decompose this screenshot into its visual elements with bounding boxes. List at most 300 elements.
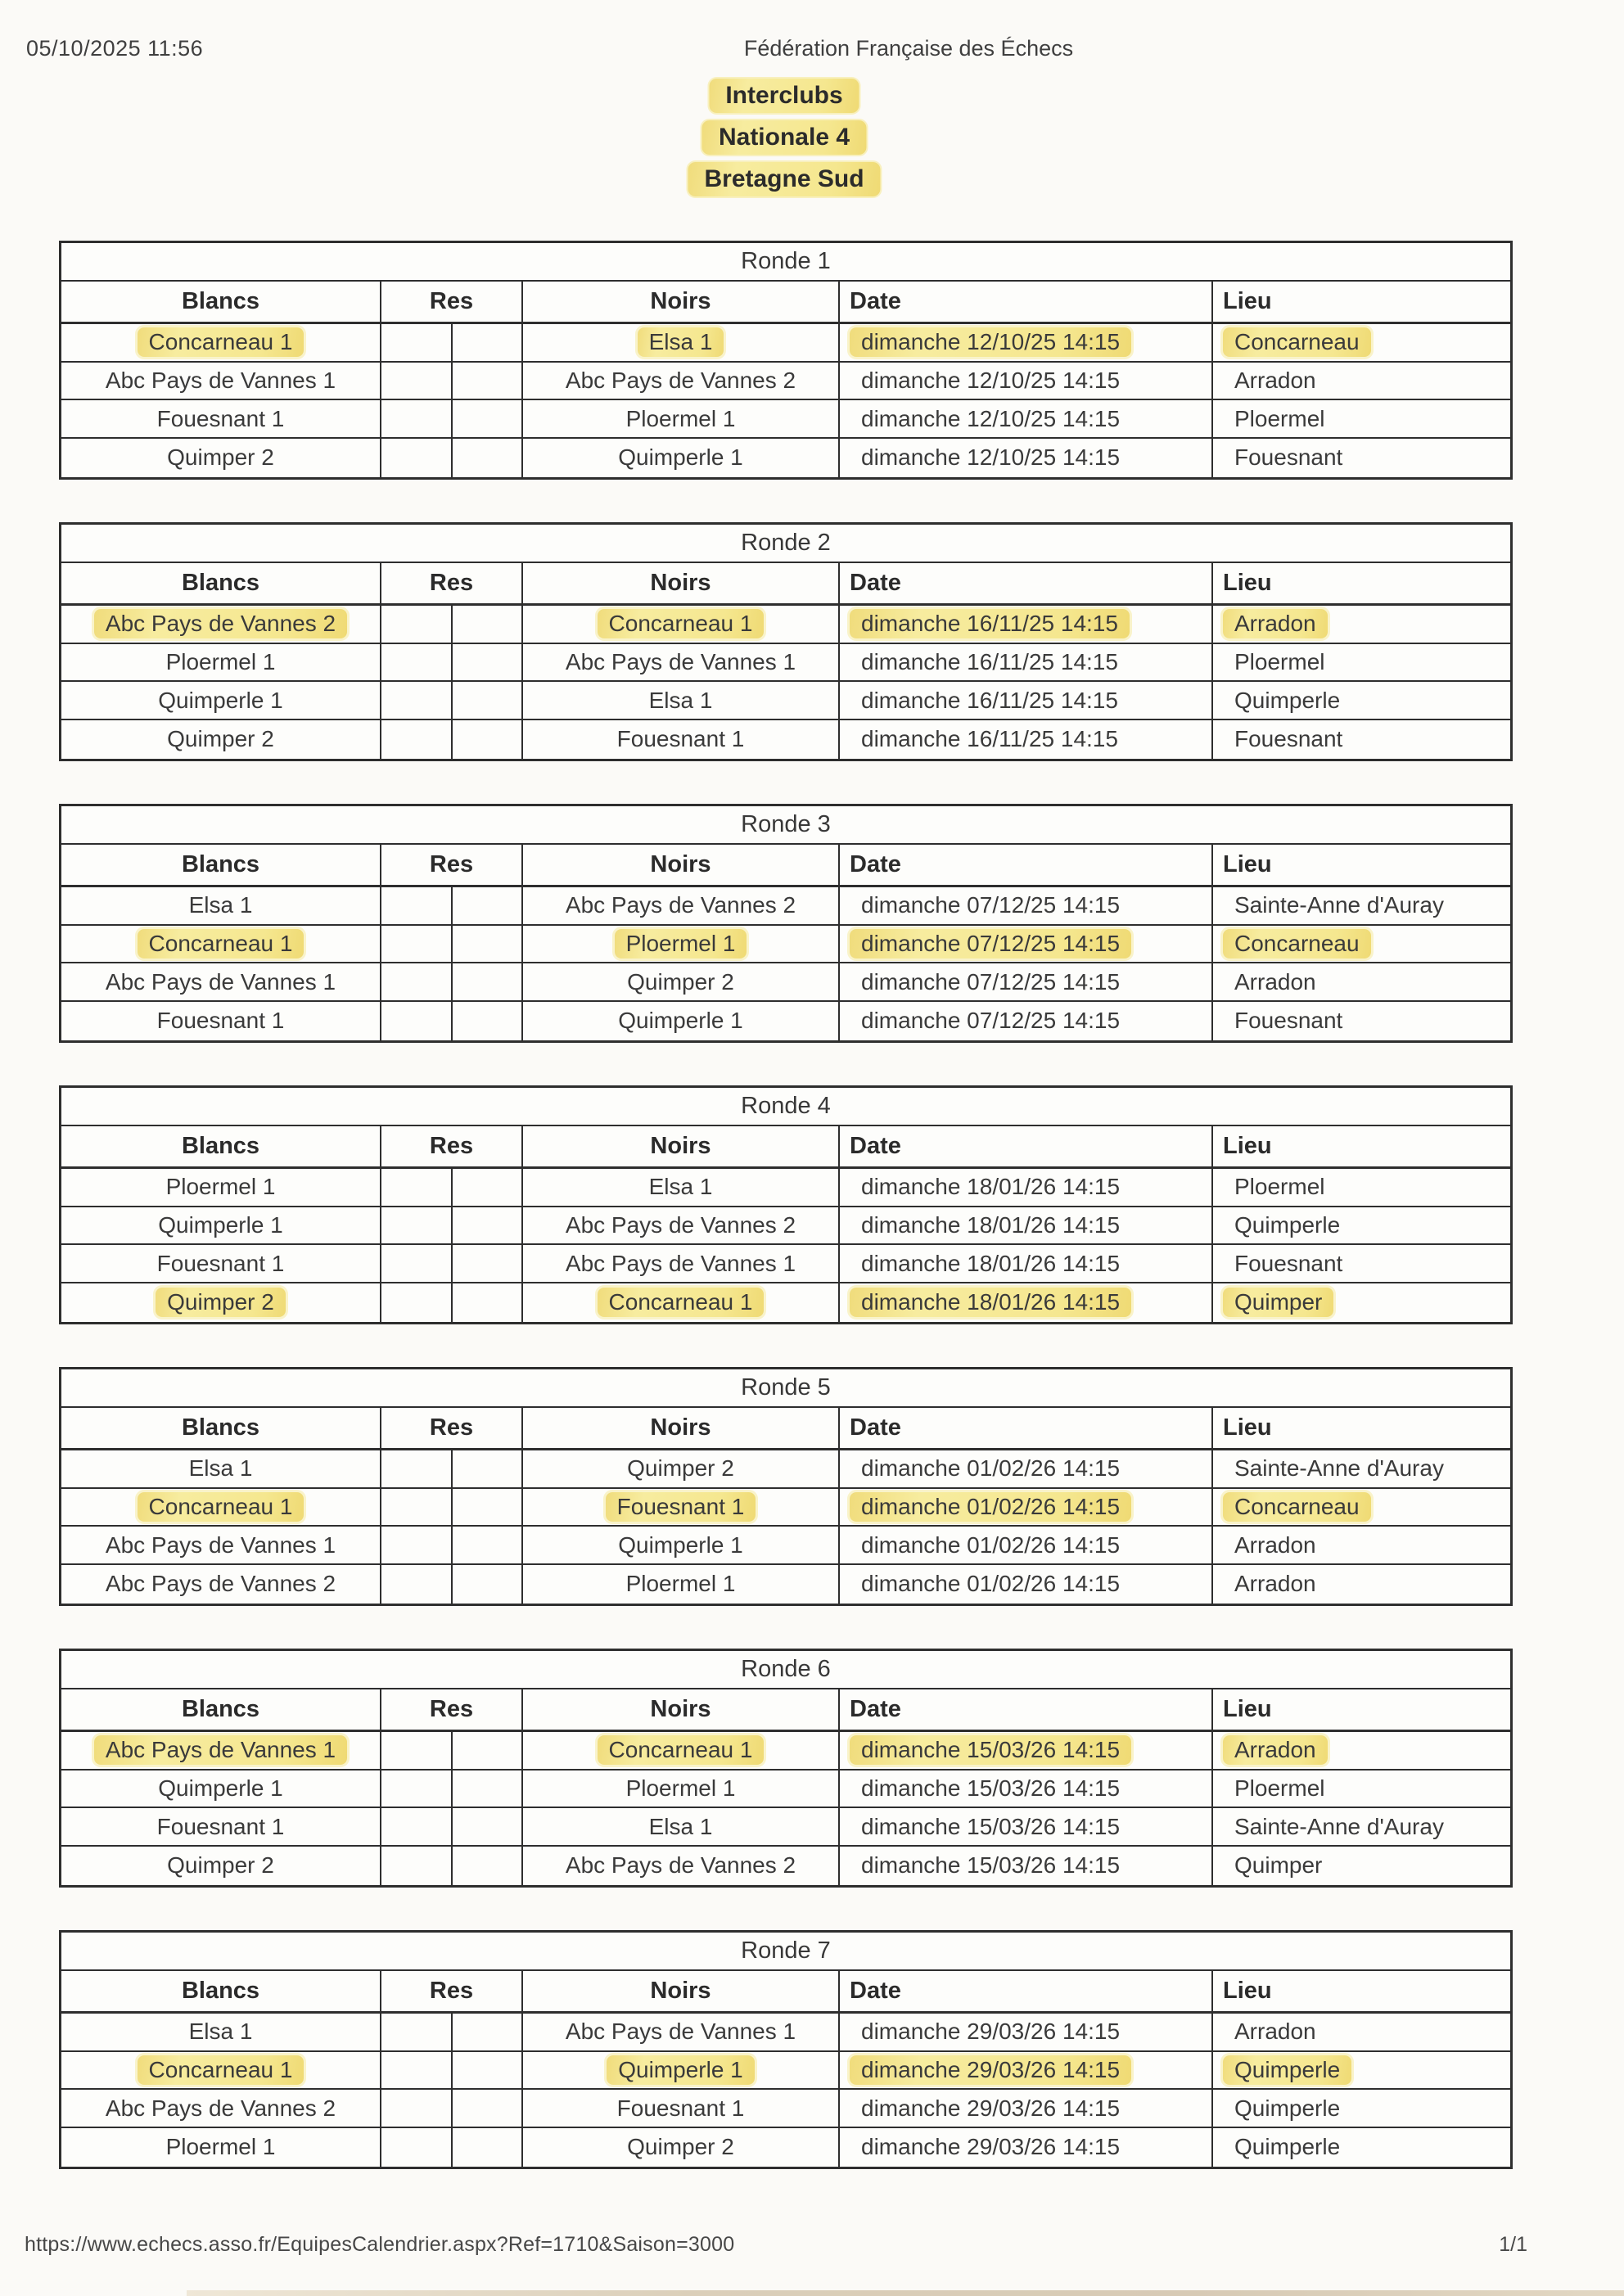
- cell-noirs: [523, 1732, 840, 1769]
- match-row: [61, 1450, 1510, 1489]
- cell-res-black: [453, 720, 523, 759]
- cell-res-black: [453, 1527, 523, 1563]
- cell-lieu: [1213, 439, 1515, 477]
- match-date: dimanche 01/02/26 14:15: [850, 1492, 1131, 1522]
- col-header-blancs: Blancs: [61, 845, 381, 885]
- blancs-team: Abc Pays de Vannes 2: [105, 1571, 336, 1597]
- cell-lieu: [1213, 963, 1515, 1000]
- round-title: Ronde 5: [741, 1374, 831, 1401]
- match-lieu: Concarneau: [1223, 327, 1371, 357]
- col-header-lieu: Lieu: [1223, 570, 1272, 596]
- noirs-team: Ploermel 1: [625, 405, 736, 431]
- blancs-team: Concarneau 1: [138, 2055, 304, 2085]
- noirs-team: Elsa 1: [648, 687, 713, 713]
- cell-res-white: [381, 324, 453, 361]
- cell-noirs: [523, 2014, 840, 2050]
- cell-blancs: [61, 2052, 381, 2089]
- cell-res-white: [381, 1450, 453, 1487]
- match-row: [61, 644, 1510, 683]
- cell-res-white: [381, 1207, 453, 1244]
- cell-date: [840, 1245, 1213, 1282]
- blancs-team: Fouesnant 1: [156, 405, 285, 431]
- cell-blancs: [61, 324, 381, 361]
- match-date: dimanche 15/03/26 14:15: [861, 1775, 1121, 1802]
- blancs-team: Concarneau 1: [138, 327, 304, 357]
- noirs-team: Abc Pays de Vannes 2: [565, 1852, 796, 1879]
- match-row: [61, 606, 1510, 644]
- cell-res-black: [453, 606, 523, 643]
- cell-res-white: [381, 2128, 453, 2167]
- match-date: dimanche 01/02/26 14:15: [861, 1531, 1121, 1558]
- cell-blancs: [61, 1808, 381, 1845]
- cell-res-black: [453, 682, 523, 719]
- blancs-team: Concarneau 1: [138, 929, 304, 959]
- blancs-team: Quimperle 1: [158, 1212, 283, 1238]
- cell-res-black: [453, 2128, 523, 2167]
- round-title: Ronde 1: [741, 248, 831, 274]
- cell-lieu: [1213, 1002, 1515, 1040]
- blancs-team: Ploermel 1: [165, 649, 276, 675]
- col-header-lieu: Lieu: [1223, 851, 1272, 877]
- cell-res-white: [381, 400, 453, 437]
- cell-lieu: [1213, 400, 1515, 437]
- cell-res-black: [453, 1847, 523, 1885]
- match-row: [61, 2128, 1510, 2167]
- column-header-row: [61, 1971, 1510, 2014]
- cell-res-black: [453, 2014, 523, 2050]
- cell-blancs: [61, 2014, 381, 2050]
- noirs-team: Abc Pays de Vannes 2: [565, 368, 796, 394]
- column-header-row: [61, 1408, 1510, 1450]
- col-header-date: Date: [840, 1689, 1213, 1730]
- cell-res-black: [453, 963, 523, 1000]
- cell-res-black: [453, 1450, 523, 1487]
- cell-date: [840, 439, 1213, 477]
- match-lieu: Arradon: [1223, 609, 1328, 638]
- cell-noirs: [523, 887, 840, 924]
- round-rows: [61, 2014, 1510, 2167]
- cell-blancs: [61, 606, 381, 643]
- cell-blancs: [61, 400, 381, 437]
- col-header-res: Res: [381, 1971, 523, 2011]
- cell-blancs: [61, 1002, 381, 1040]
- cell-blancs: [61, 682, 381, 719]
- match-row: [61, 720, 1510, 759]
- match-row: [61, 1770, 1510, 1809]
- round-rows: [61, 1732, 1510, 1885]
- match-date: dimanche 29/03/26 14:15: [850, 2055, 1131, 2085]
- cell-res-white: [381, 1002, 453, 1040]
- match-row: [61, 1207, 1510, 1246]
- column-header-row: [61, 563, 1510, 606]
- cell-lieu: [1213, 644, 1515, 681]
- cell-blancs: [61, 363, 381, 399]
- col-header-lieu: Lieu: [1223, 1414, 1272, 1441]
- noirs-team: Quimperle 1: [607, 2055, 755, 2085]
- match-lieu: Quimperle: [1234, 2134, 1341, 2160]
- cell-res-white: [381, 439, 453, 477]
- competition-title-region: Bretagne Sud: [688, 162, 880, 196]
- blancs-team: Abc Pays de Vannes 1: [105, 1531, 336, 1558]
- round-table: [59, 1367, 1513, 1606]
- match-row: [61, 1847, 1510, 1885]
- match-lieu: Quimperle: [1234, 2095, 1341, 2121]
- match-date: dimanche 29/03/26 14:15: [861, 2134, 1121, 2160]
- print-timestamp: 05/10/2025 11:56: [26, 36, 204, 61]
- noirs-team: Quimper 2: [627, 968, 734, 995]
- cell-date: [840, 644, 1213, 681]
- cell-res-black: [453, 1245, 523, 1282]
- match-lieu: Quimperle: [1234, 687, 1341, 713]
- scan-edge-artifact: [187, 2290, 1624, 2296]
- match-lieu: Arradon: [1234, 2019, 1316, 2045]
- col-header-noirs: Noirs: [523, 1971, 840, 2011]
- cell-noirs: [523, 1002, 840, 1040]
- cell-res-white: [381, 2090, 453, 2127]
- col-header-date: Date: [840, 1971, 1213, 2011]
- col-header-res: Res: [381, 845, 523, 885]
- cell-noirs: [523, 2128, 840, 2167]
- cell-lieu: [1213, 363, 1515, 399]
- cell-blancs: [61, 1489, 381, 1526]
- cell-date: [840, 682, 1213, 719]
- cell-noirs: [523, 1847, 840, 1885]
- match-row: [61, 363, 1510, 401]
- match-row: [61, 1565, 1510, 1604]
- cell-date: [840, 1770, 1213, 1807]
- cell-date: [840, 606, 1213, 643]
- round-table: [59, 522, 1513, 761]
- noirs-team: Abc Pays de Vannes 2: [565, 1212, 796, 1238]
- noirs-team: Quimperle 1: [618, 444, 743, 471]
- round-title: Ronde 3: [741, 811, 831, 837]
- blancs-team: Abc Pays de Vannes 1: [94, 1735, 347, 1765]
- blancs-team: Ploermel 1: [165, 1174, 276, 1200]
- round-rows: [61, 1169, 1510, 1322]
- cell-blancs: [61, 1245, 381, 1282]
- cell-lieu: [1213, 324, 1515, 361]
- cell-date: [840, 887, 1213, 924]
- round-title: Ronde 6: [741, 1656, 831, 1682]
- blancs-team: Quimper 2: [167, 1852, 274, 1879]
- col-header-noirs: Noirs: [523, 282, 840, 322]
- cell-res-white: [381, 644, 453, 681]
- blancs-team: Quimper 2: [167, 444, 274, 471]
- cell-blancs: [61, 1450, 381, 1487]
- round-table: [59, 1085, 1513, 1324]
- noirs-team: Ploermel 1: [615, 929, 747, 959]
- blancs-team: Quimper 2: [156, 1288, 286, 1317]
- match-date: dimanche 16/11/25 14:15: [861, 649, 1118, 675]
- cell-res-black: [453, 1565, 523, 1604]
- blancs-team: Abc Pays de Vannes 2: [94, 609, 347, 638]
- cell-res-black: [453, 1207, 523, 1244]
- cell-blancs: [61, 1770, 381, 1807]
- cell-lieu: [1213, 2052, 1515, 2089]
- match-date: dimanche 15/03/26 14:15: [861, 1852, 1121, 1879]
- cell-lieu: [1213, 606, 1515, 643]
- col-header-res: Res: [381, 1689, 523, 1730]
- cell-res-white: [381, 606, 453, 643]
- blancs-team: Ploermel 1: [165, 2134, 276, 2160]
- match-lieu: Quimper: [1223, 1288, 1333, 1317]
- cell-noirs: [523, 644, 840, 681]
- noirs-team: Concarneau 1: [598, 609, 765, 638]
- column-header-row: [61, 1689, 1510, 1732]
- cell-date: [840, 1169, 1213, 1206]
- col-header-date: Date: [840, 1408, 1213, 1448]
- cell-lieu: [1213, 2090, 1515, 2127]
- match-row: [61, 963, 1510, 1002]
- cell-res-white: [381, 2052, 453, 2089]
- cell-res-black: [453, 1489, 523, 1526]
- cell-blancs: [61, 1283, 381, 1322]
- competition-title-interclubs: Interclubs: [709, 79, 859, 113]
- col-header-lieu: Lieu: [1223, 1133, 1272, 1159]
- cell-res-black: [453, 887, 523, 924]
- match-date: dimanche 16/11/25 14:15: [861, 687, 1118, 713]
- match-date: dimanche 29/03/26 14:15: [861, 2019, 1121, 2045]
- cell-blancs: [61, 963, 381, 1000]
- match-date: dimanche 18/01/26 14:15: [861, 1212, 1121, 1238]
- cell-noirs: [523, 439, 840, 477]
- noirs-team: Quimperle 1: [618, 1008, 743, 1034]
- cell-noirs: [523, 2052, 840, 2089]
- cell-noirs: [523, 1207, 840, 1244]
- blancs-team: Abc Pays de Vannes 1: [105, 368, 336, 394]
- organization-title: Fédération Française des Échecs: [743, 36, 1074, 61]
- match-lieu: Arradon: [1234, 368, 1316, 394]
- cell-lieu: [1213, 2014, 1515, 2050]
- col-header-blancs: Blancs: [61, 1408, 381, 1448]
- cell-lieu: [1213, 1808, 1515, 1845]
- cell-res-white: [381, 1565, 453, 1604]
- match-lieu: Ploermel: [1234, 1775, 1325, 1802]
- cell-res-black: [453, 1002, 523, 1040]
- cell-lieu: [1213, 926, 1515, 963]
- cell-lieu: [1213, 1847, 1515, 1885]
- cell-blancs: [61, 1207, 381, 1244]
- cell-noirs: [523, 720, 840, 759]
- match-lieu: Quimper: [1234, 1852, 1323, 1879]
- cell-res-black: [453, 1732, 523, 1769]
- noirs-team: Elsa 1: [648, 1813, 713, 1839]
- cell-noirs: [523, 324, 840, 361]
- cell-res-white: [381, 1245, 453, 1282]
- match-lieu: Concarneau: [1223, 929, 1371, 959]
- cell-date: [840, 1847, 1213, 1885]
- match-date: dimanche 01/02/26 14:15: [861, 1571, 1121, 1597]
- cell-lieu: [1213, 1527, 1515, 1563]
- cell-lieu: [1213, 1450, 1515, 1487]
- match-date: dimanche 18/01/26 14:15: [861, 1174, 1121, 1200]
- match-date: dimanche 07/12/25 14:15: [861, 1008, 1121, 1034]
- col-header-noirs: Noirs: [523, 1408, 840, 1448]
- cell-res-white: [381, 1283, 453, 1322]
- col-header-res: Res: [381, 1408, 523, 1448]
- round-title-row: [61, 806, 1510, 845]
- cell-blancs: [61, 926, 381, 963]
- cell-date: [840, 1283, 1213, 1322]
- cell-noirs: [523, 1565, 840, 1604]
- round-title: Ronde 7: [741, 1937, 831, 1964]
- noirs-team: Ploermel 1: [625, 1571, 736, 1597]
- match-date: dimanche 07/12/25 14:15: [861, 892, 1121, 918]
- match-row: [61, 682, 1510, 720]
- round-rows: [61, 1450, 1510, 1604]
- round-rows: [61, 606, 1510, 759]
- cell-lieu: [1213, 1169, 1515, 1206]
- match-date: dimanche 18/01/26 14:15: [850, 1288, 1131, 1317]
- cell-date: [840, 1565, 1213, 1604]
- round-title: Ronde 4: [741, 1093, 831, 1119]
- cell-res-white: [381, 363, 453, 399]
- match-row: [61, 324, 1510, 363]
- col-header-noirs: Noirs: [523, 845, 840, 885]
- match-date: dimanche 12/10/25 14:15: [861, 444, 1121, 471]
- cell-date: [840, 1002, 1213, 1040]
- match-row: [61, 2052, 1510, 2091]
- cell-lieu: [1213, 1207, 1515, 1244]
- cell-res-white: [381, 682, 453, 719]
- col-header-blancs: Blancs: [61, 282, 381, 322]
- col-header-res: Res: [381, 1126, 523, 1166]
- cell-res-black: [453, 400, 523, 437]
- match-row: [61, 2014, 1510, 2052]
- cell-date: [840, 2128, 1213, 2167]
- competition-titles: [688, 79, 880, 196]
- match-row: [61, 1283, 1510, 1322]
- match-lieu: Sainte-Anne d'Auray: [1234, 892, 1444, 918]
- noirs-team: Abc Pays de Vannes 1: [565, 1250, 796, 1276]
- cell-blancs: [61, 1169, 381, 1206]
- cell-date: [840, 720, 1213, 759]
- cell-noirs: [523, 1450, 840, 1487]
- match-lieu: Fouesnant: [1234, 444, 1343, 471]
- match-row: [61, 1002, 1510, 1040]
- cell-blancs: [61, 1732, 381, 1769]
- match-row: [61, 439, 1510, 477]
- noirs-team: Elsa 1: [648, 1174, 713, 1200]
- match-row: [61, 1489, 1510, 1527]
- cell-date: [840, 363, 1213, 399]
- blancs-team: Fouesnant 1: [156, 1008, 285, 1034]
- cell-res-white: [381, 1808, 453, 1845]
- match-row: [61, 400, 1510, 439]
- noirs-team: Quimperle 1: [618, 1531, 743, 1558]
- match-date: dimanche 15/03/26 14:15: [861, 1813, 1121, 1839]
- cell-noirs: [523, 1808, 840, 1845]
- cell-res-black: [453, 1770, 523, 1807]
- cell-noirs: [523, 926, 840, 963]
- cell-res-black: [453, 363, 523, 399]
- source-url-text: https://www.echecs.asso.fr/EquipesCalendrier.aspx?Ref=1710&Saison=3000: [25, 2233, 735, 2256]
- cell-lieu: [1213, 2128, 1515, 2167]
- match-lieu: Quimperle: [1223, 2055, 1351, 2085]
- cell-res-white: [381, 2014, 453, 2050]
- match-date: dimanche 12/10/25 14:15: [861, 405, 1121, 431]
- col-header-date: Date: [840, 1126, 1213, 1166]
- match-row: [61, 887, 1510, 926]
- cell-res-white: [381, 1527, 453, 1563]
- match-lieu: Ploermel: [1234, 405, 1325, 431]
- blancs-team: Fouesnant 1: [156, 1813, 285, 1839]
- cell-res-black: [453, 439, 523, 477]
- column-header-row: [61, 1126, 1510, 1169]
- match-row: [61, 1732, 1510, 1770]
- cell-res-black: [453, 2052, 523, 2089]
- cell-res-white: [381, 1770, 453, 1807]
- cell-res-white: [381, 1732, 453, 1769]
- cell-noirs: [523, 1527, 840, 1563]
- col-header-lieu: Lieu: [1223, 1696, 1272, 1722]
- match-lieu: Sainte-Anne d'Auray: [1234, 1813, 1444, 1839]
- blancs-team: Abc Pays de Vannes 1: [105, 968, 336, 995]
- cell-lieu: [1213, 887, 1515, 924]
- match-lieu: Quimperle: [1234, 1212, 1341, 1238]
- cell-res-white: [381, 926, 453, 963]
- cell-res-black: [453, 1808, 523, 1845]
- match-date: dimanche 16/11/25 14:15: [861, 726, 1118, 752]
- cell-res-white: [381, 1489, 453, 1526]
- cell-blancs: [61, 887, 381, 924]
- blancs-team: Quimper 2: [167, 726, 274, 752]
- round-table: [59, 241, 1513, 480]
- blancs-team: Elsa 1: [188, 892, 253, 918]
- cell-blancs: [61, 1565, 381, 1604]
- cell-noirs: [523, 1245, 840, 1282]
- cell-lieu: [1213, 1770, 1515, 1807]
- match-row: [61, 1808, 1510, 1847]
- cell-lieu: [1213, 1489, 1515, 1526]
- cell-lieu: [1213, 1283, 1515, 1322]
- round-title-row: [61, 1369, 1510, 1408]
- match-lieu: Sainte-Anne d'Auray: [1234, 1455, 1444, 1482]
- match-date: dimanche 12/10/25 14:15: [861, 368, 1121, 394]
- cell-res-black: [453, 2090, 523, 2127]
- cell-res-black: [453, 926, 523, 963]
- cell-blancs: [61, 439, 381, 477]
- match-lieu: Arradon: [1234, 1571, 1316, 1597]
- round-title-row: [61, 1933, 1510, 1971]
- cell-lieu: [1213, 1245, 1515, 1282]
- noirs-team: Quimper 2: [627, 1455, 734, 1482]
- round-rows: [61, 887, 1510, 1040]
- match-lieu: Concarneau: [1223, 1492, 1371, 1522]
- match-date: dimanche 07/12/25 14:15: [861, 968, 1121, 995]
- blancs-team: Abc Pays de Vannes 2: [105, 2095, 336, 2121]
- round-rows: [61, 324, 1510, 477]
- noirs-team: Fouesnant 1: [616, 726, 745, 752]
- blancs-team: Elsa 1: [188, 2019, 253, 2045]
- match-lieu: Arradon: [1234, 968, 1316, 995]
- col-header-blancs: Blancs: [61, 563, 381, 603]
- round-table: [59, 1930, 1513, 2169]
- cell-date: [840, 1732, 1213, 1769]
- match-row: [61, 1245, 1510, 1283]
- match-row: [61, 1169, 1510, 1207]
- col-header-lieu: Lieu: [1223, 288, 1272, 314]
- blancs-team: Fouesnant 1: [156, 1250, 285, 1276]
- cell-noirs: [523, 2090, 840, 2127]
- col-header-lieu: Lieu: [1223, 1978, 1272, 2004]
- cell-blancs: [61, 2128, 381, 2167]
- round-table: [59, 804, 1513, 1043]
- col-header-blancs: Blancs: [61, 1126, 381, 1166]
- col-header-blancs: Blancs: [61, 1971, 381, 2011]
- col-header-date: Date: [840, 845, 1213, 885]
- col-header-date: Date: [840, 563, 1213, 603]
